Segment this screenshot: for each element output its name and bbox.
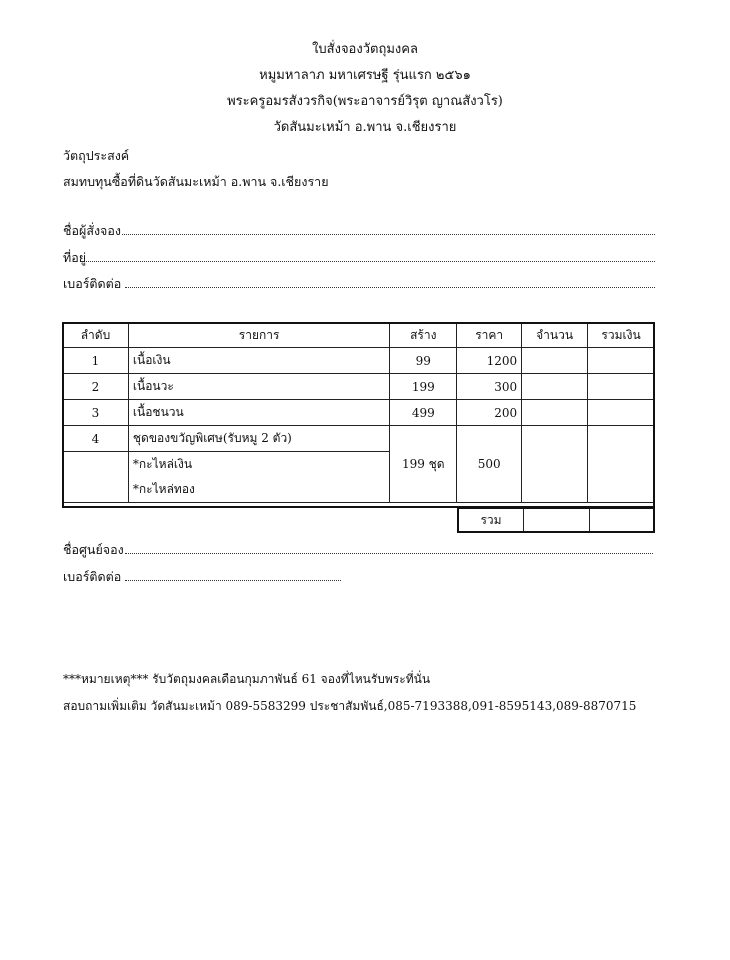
- order-table: [62, 322, 655, 503]
- center-phone-label: เบอร์ติดต่อ: [63, 569, 122, 584]
- center-name-label: ชื่อศูนย์จอง: [63, 542, 124, 557]
- table-row: [63, 348, 655, 374]
- orderer-name-field[interactable]: [122, 234, 655, 235]
- table-row: [63, 400, 655, 426]
- table-header-row: [63, 323, 655, 348]
- set-made: 199 ชุด: [390, 426, 457, 503]
- monk-name: พระครูอมรสังวรกิจ(พระอาจารย์วิรุต ญาณสังวโร): [227, 94, 503, 109]
- total-amount-cell[interactable]: [589, 509, 653, 531]
- row-price: 200: [457, 400, 522, 426]
- center-name-field[interactable]: [125, 553, 653, 554]
- row-amount-cell[interactable]: [588, 400, 655, 426]
- header-quantity: จำนวน: [522, 323, 588, 348]
- phone-field[interactable]: [125, 287, 655, 288]
- header-item: รายการ: [128, 323, 389, 348]
- row-item: เนื้อชนวน: [128, 400, 389, 426]
- row-quantity-cell[interactable]: [522, 400, 588, 426]
- address-field[interactable]: [86, 261, 655, 262]
- row-made: 199: [390, 374, 457, 400]
- set-item: ชุดของขวัญพิเศษ(รับหมู 2 ตัว): [128, 426, 389, 452]
- temple-name: วัดสันมะเหม้า อ.พาน จ.เชียงราย: [273, 120, 457, 135]
- set-sub-gold: *กะไหล่ทอง: [128, 477, 389, 503]
- header-made: สร้าง: [390, 323, 457, 348]
- address-label: ที่อยู่: [63, 250, 87, 265]
- row-item: เนื้อนวะ: [128, 374, 389, 400]
- document-title: ใบสั่งจองวัตถุมงคล: [312, 42, 418, 57]
- table-row: [63, 426, 655, 452]
- table-row: [63, 374, 655, 400]
- total-label: รวม: [459, 509, 524, 531]
- header-no: ลำดับ: [63, 323, 129, 348]
- row-no: 1: [63, 348, 129, 374]
- row-item: เนื้อเงิน: [128, 348, 389, 374]
- purpose-text: สมทบทุนซื้อที่ดินวัดสันมะเหม้า อ.พาน จ.เชียงราย: [63, 174, 329, 189]
- set-amount-cell[interactable]: [588, 426, 655, 503]
- orderer-name-label: ชื่อผู้สั่งจอง: [63, 223, 121, 238]
- set-no-blank: [63, 452, 129, 503]
- header-price: ราคา: [457, 323, 522, 348]
- set-quantity-cell[interactable]: [522, 426, 588, 503]
- amulet-name: หมูมหาลาภ มหาเศรษฐี รุ่นแรก ๒๕๖๑: [259, 68, 471, 83]
- center-phone-field[interactable]: [125, 580, 341, 581]
- phone-label: เบอร์ติดต่อ: [63, 276, 122, 291]
- set-no: 4: [63, 426, 129, 452]
- row-made: 499: [390, 400, 457, 426]
- row-amount-cell[interactable]: [588, 374, 655, 400]
- header-amount: รวมเงิน: [588, 323, 655, 348]
- row-amount-cell[interactable]: [588, 348, 655, 374]
- note-remark: ***หมายเหตุ*** รับวัตถุมงคลเดือนกุมภาพันธ์ 61 จองที่ไหนรับพระที่นั่น: [63, 672, 431, 686]
- purpose-label: วัตถุประสงค์: [63, 148, 130, 163]
- row-price: 1200: [457, 348, 522, 374]
- row-made: 99: [390, 348, 457, 374]
- row-quantity-cell[interactable]: [522, 374, 588, 400]
- row-no: 3: [63, 400, 129, 426]
- note-contact: สอบถามเพิ่มเติม วัดสันมะเหม้า 089-5583299 ประชาสัมพันธ์,085-7193388,091-8595143,089-8870715: [63, 699, 637, 713]
- row-price: 300: [457, 374, 522, 400]
- row-no: 2: [63, 374, 129, 400]
- total-quantity-cell[interactable]: [523, 509, 590, 531]
- total-box: [457, 507, 655, 533]
- row-quantity-cell[interactable]: [522, 348, 588, 374]
- set-sub-silver: *กะไหล่เงิน: [128, 452, 389, 478]
- set-price: 500: [457, 426, 522, 503]
